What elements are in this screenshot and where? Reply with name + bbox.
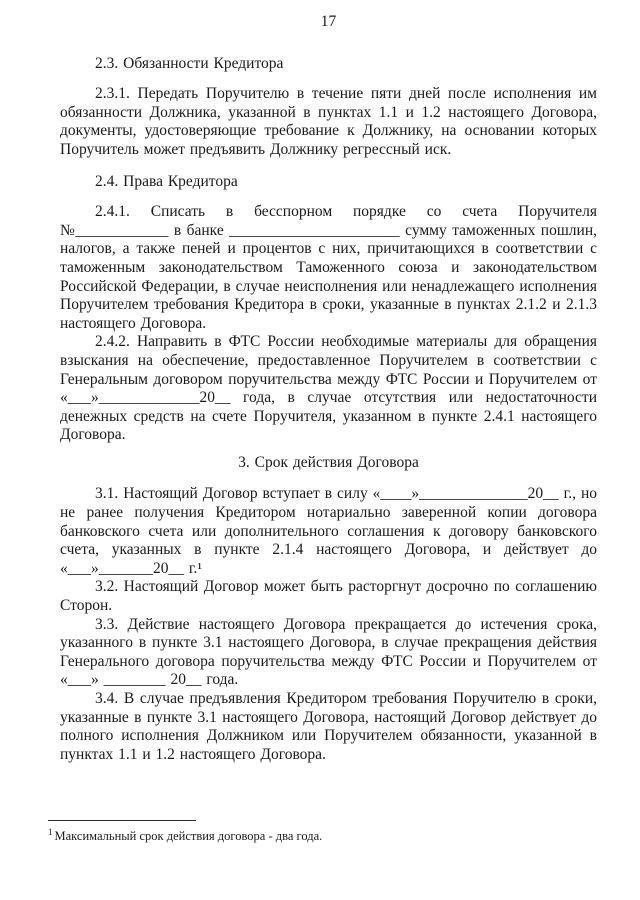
footnote-line [48, 825, 528, 844]
footnote-marker: 1 [48, 827, 53, 837]
section-heading-2-3: 2.3. Обязанности Кредитора [95, 54, 284, 72]
section-heading-2-4: 2.4. Права Кредитора [95, 172, 238, 190]
footnote-separator-line [48, 820, 196, 821]
paragraph-2-4-1: 2.4.1. Списать в бесспорном порядке со счета Поручителя №____________ в банке ______________________ сумму таможенных пошлин, налогов, а также пеней и процентов с них, причитающихся в соответствии с таможенным законодательством Таможенного союза и законодательством Российской Федерации, в случае неисполнения или ненадлежащего исполнения Поручителем требования Кредитора в сроки, указанные в пунктах 2.1.2 и 2.1.3 настоящего Договора. [60, 203, 597, 332]
paragraph-3-4: 3.4. В случае предъявления Кредитором требования Поручителю в сроки, указанные в пункте 3.1 настоящего Договора, настоящий Договор действует до полного исполнения Должником или Поручителем обязанности, указанной в пунктах 1.1 и 1.2 настоящего Договора. [60, 690, 597, 763]
paragraph-3-3: 3.3. Действие настоящего Договора прекращается до истечения срока, указанного в пункте 3.1 настоящего Договора, в случае прекращения действия Генерального договора поручительства между ФТС России и Поручителем от «___» ________ 20__ года. [60, 615, 597, 689]
paragraph-3-2: 3.2. Настоящий Договор может быть расторгнут досрочно по соглашению Сторон. [60, 578, 597, 615]
page-number: 17 [320, 13, 337, 30]
footnote-text: Максимальный срок действия договора - два года. [54, 829, 323, 844]
paragraph-2-4-2: 2.4.2. Направить в ФТС России необходимые материалы для обращения взыскания на обеспечение, предоставленное Поручителем в соответствии с Генеральным договором поручительства между ФТС России и Поручителем от «___»_____________20__ года, в случае отсутствия или недостаточности денежных средств на счете Поручителя, указанном в пункте 2.4.1 настоящего Договора. [60, 333, 597, 444]
section-heading-3: 3. Срок действия Договора [238, 453, 419, 471]
paragraph-3-1: 3.1. Настоящий Договор вступает в силу «____»______________20__ г., но не ранее получения Кредитором нотариально заверенной копии договора банковского счета или дополнительного соглашения к договору банковского счета, указанных в пункте 2.1.4 настоящего Договора, и действует до «___»_______20__ г.¹ [60, 485, 597, 577]
paragraph-2-3-1: 2.3.1. Передать Поручителю в течение пяти дней после исполнения им обязанности Должника, указанной в пунктах 1.1 и 1.2 настоящего Договора, документы, удостоверяющие требование к Должнику, на основании которых Поручитель может предъявить Должнику регрессный иск. [60, 85, 597, 158]
footnote [48, 820, 528, 844]
